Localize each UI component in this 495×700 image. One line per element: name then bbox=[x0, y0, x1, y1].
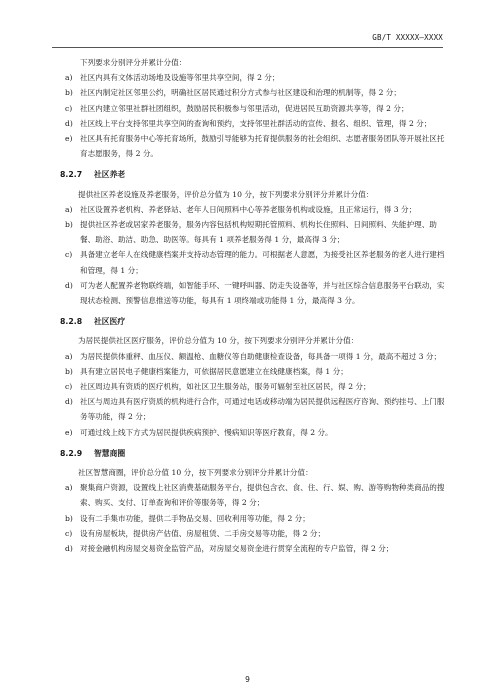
list-item-marker: a) bbox=[65, 204, 73, 214]
section-lead-8-2-9: 社区智慧商圈，评价总分值 10 分，按下列要求分别评分并累计分值： bbox=[78, 468, 313, 478]
list-item bbox=[60, 526, 445, 541]
list-item-marker: d) bbox=[65, 397, 73, 407]
list-item bbox=[60, 217, 445, 247]
section-lead-8-2-7: 提供社区养老设施及养老服务，评价总分值为 10 分，按下列要求分别评分并累计分值： bbox=[78, 189, 374, 199]
list-item bbox=[60, 511, 445, 526]
intro-line: 下列要求分别评分并累计分值： bbox=[80, 58, 187, 67]
list-item-marker: b) bbox=[65, 220, 73, 230]
document-body bbox=[60, 55, 445, 556]
section-number: 8.2.8 bbox=[60, 317, 83, 327]
list-item-text: 社区周边具有资质的医疗机构，如社区卫生服务站，服务可辐射至社区居民，得 2 分； bbox=[80, 382, 371, 392]
list-item-marker: b) bbox=[65, 88, 73, 98]
list-item-marker: d) bbox=[65, 280, 73, 290]
list-item-text: 设有二手集市功能，提供二手物品交易、回收利用等功能，得 2 分； bbox=[80, 513, 310, 523]
list-item-marker: e) bbox=[65, 427, 73, 437]
list-item-text: 可为老人配置养老物联终端，如智能手环、一键呼叫器、防走失设备等，并与社区综合信息服务平台联动，实现状态检测、预警信息推送等功能，每具有 1 项终端或功能得 1 分，最高得 3 分。 bbox=[80, 280, 445, 306]
section-lead-8-2-8: 为居民提供社区医疗服务，评价总分值为 10 分，按下列要求分别评分并累计分值： bbox=[78, 336, 359, 346]
list-item-marker: c) bbox=[65, 382, 73, 392]
list-item bbox=[60, 70, 445, 85]
list-item-text: 为居民提供体重秤、血压仪、额温枪、血糖仪等自助健康检查设备，每具备一项得 1 分，最高不超过 3 分； bbox=[80, 351, 442, 361]
list-item-marker: d) bbox=[65, 118, 73, 128]
list-item-text: 社区内建立邻里社群社团组织，鼓励居民积极参与邻里活动，促进居民互助资源共享等，得 2 分； bbox=[80, 103, 409, 113]
list-item bbox=[60, 425, 445, 440]
list-elderly-care bbox=[60, 202, 445, 308]
list-item-text: 社区设置养老机构、养老驿站、老年人日间照料中心等养老服务机构或设施，且正常运行，得 3 分； bbox=[80, 204, 417, 214]
list-item-marker: b) bbox=[65, 366, 73, 376]
section-title: 社区养老 bbox=[94, 170, 126, 180]
list-item-marker: c) bbox=[65, 250, 73, 260]
list-community-sharing bbox=[60, 70, 445, 161]
list-item bbox=[60, 247, 445, 277]
list-item-marker: c) bbox=[65, 528, 73, 538]
list-item bbox=[60, 480, 445, 510]
list-item bbox=[60, 202, 445, 217]
list-item-text: 设有房屋板块，提供房产估值、房屋租赁、二手房交易等功能，得 2 分； bbox=[80, 528, 326, 538]
list-item bbox=[60, 394, 445, 424]
list-item-marker: b) bbox=[65, 513, 73, 523]
list-item bbox=[60, 541, 445, 556]
list-item bbox=[60, 278, 445, 308]
list-item-text: 社区线上平台支持邻里共享空间的查询和预约，支持邻里社群活动的宣传、报名、组织、管理，得 2 分； bbox=[80, 118, 432, 128]
list-item-text: 聚集商户资源，设置线上社区消费基础服务平台，提供包含衣、食、住、行、娱、购、游等购物种类商品的搜索、购买、支付、订单查询和评价等服务等，得 2 分； bbox=[80, 483, 445, 508]
list-item-text: 社区与周边具有医疗资质的机构进行合作，可通过电话或移动端为居民提供远程医疗咨询、预约挂号、上门服务等功能，得 2 分； bbox=[80, 397, 445, 422]
list-item-text: 对接金融机构房屋交易资金监管产品，对房屋交易资金进行贯穿全流程的专户监管，得 2 分； bbox=[80, 544, 394, 554]
section-title: 智慧商圈 bbox=[94, 448, 126, 458]
list-item bbox=[60, 131, 445, 161]
list-item bbox=[60, 116, 445, 131]
section-number: 8.2.9 bbox=[60, 448, 83, 458]
section-heading-8-2-7 bbox=[60, 167, 445, 182]
list-item bbox=[60, 379, 445, 394]
list-item-marker: a) bbox=[65, 351, 73, 361]
list-item-marker: d) bbox=[65, 544, 73, 554]
list-item-marker: a) bbox=[65, 73, 73, 83]
list-smart-business bbox=[60, 480, 445, 556]
list-item-marker: a) bbox=[65, 483, 73, 493]
page-number: 9 bbox=[245, 675, 250, 684]
list-item-marker: c) bbox=[65, 103, 73, 113]
list-item-text: 社区内具有文体活动场地及设施等邻里共享空间，得 2 分； bbox=[80, 73, 280, 83]
list-item-text: 社区具有托育服务中心等托育场所，鼓励引导能够为托育提供服务的社会组织、志愿者服务团队等开展社区托育志愿服务，得 2 分。 bbox=[80, 134, 445, 159]
list-item-text: 提供社区养老或居家养老服务，服务内容包括机构短期托管照料、机构长住照料、日间照料、失能护理、助餐、助浴、助洁、助急、助医等。每具有 1 项养老服务得 1 分，最高得 3 分； bbox=[80, 220, 437, 245]
list-item bbox=[60, 101, 445, 116]
list-item-text: 社区内制定社区邻里公约，明确社区居民通过积分方式参与社区建设和治理的机制等，得 2 分； bbox=[80, 88, 401, 98]
list-item-text: 具备建立老年人在线健康档案并支持动态管理的能力。可根据老人意愿，为接受社区养老服务的老人进行建档和管理，得 1 分； bbox=[80, 250, 445, 275]
header-divider bbox=[52, 47, 443, 48]
standard-code-header: GB/T XXXXX—XXXX bbox=[372, 33, 443, 42]
section-number: 8.2.7 bbox=[60, 170, 83, 180]
list-item-text: 具有建立居民电子健康档案能力，可依据居民意愿建立在线健康档案，得 1 分； bbox=[80, 366, 348, 376]
list-item-text: 可通过线上线下方式为居民提供疾病预护、慢病知识等医疗教育，得 2 分。 bbox=[80, 427, 333, 437]
section-title: 社区医疗 bbox=[94, 317, 126, 327]
list-medical bbox=[60, 349, 445, 440]
list-item bbox=[60, 85, 445, 100]
list-item bbox=[60, 364, 445, 379]
section-heading-8-2-8 bbox=[60, 314, 445, 329]
list-item bbox=[60, 349, 445, 364]
section-heading-8-2-9 bbox=[60, 446, 445, 461]
list-item-marker: e) bbox=[65, 134, 73, 144]
